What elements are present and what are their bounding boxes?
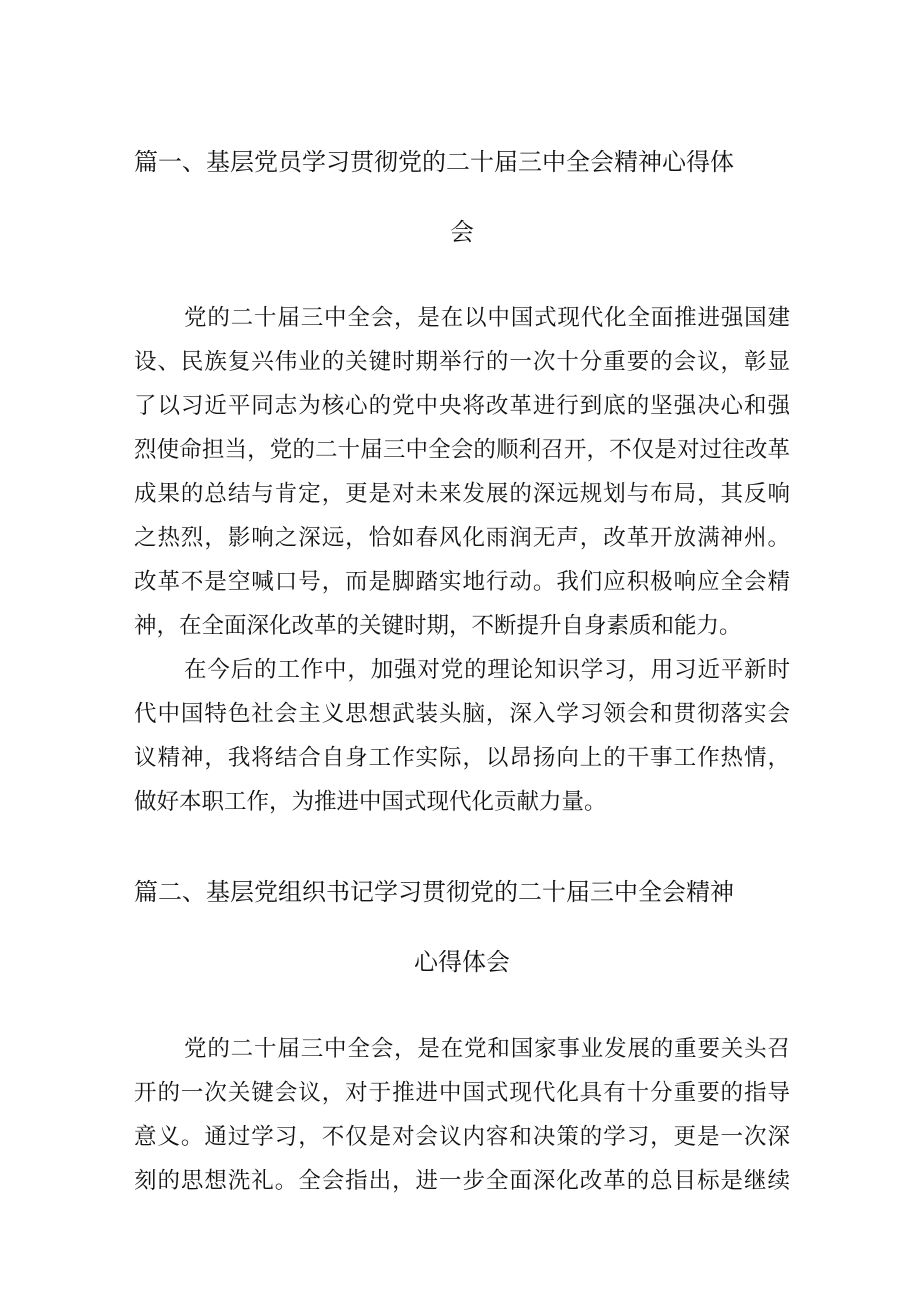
paragraph-line: 成果的总结与肯定，更是对未来发展的深远规划与布局，其反响 <box>134 481 790 507</box>
section1-title <box>134 127 790 267</box>
paragraph-line: 了以习近平同志为核心的党中央将改革进行到底的坚强决心和强 <box>134 393 790 419</box>
section2-title-line1: 篇二、基层党组织书记学习贯彻党的二十届三中全会精神 <box>134 878 734 906</box>
paragraph-line: 改革不是空喊口号，而是脚踏实地行动。我们应积极响应全会精 <box>134 569 790 595</box>
paragraph-line: 烈使命担当，党的二十届三中全会的顺利召开，不仅是对过往改革 <box>134 437 790 463</box>
paragraph-line: 意义。通过学习，不仅是对会议内容和决策的学习，更是一次深 <box>134 1124 790 1150</box>
paragraph-line: 党的二十届三中全会，是在党和国家事业发展的重要关头召 <box>184 1036 790 1062</box>
paragraph-line: 党的二十届三中全会，是在以中国式现代化全面推进强国建 <box>184 305 790 331</box>
paragraph-line: 设、民族复兴伟业的关键时期举行的一次十分重要的会议，彰显 <box>134 349 790 375</box>
paragraph-line: 刻的思想洗礼。全会指出，进一步全面深化改革的总目标是继续 <box>134 1168 790 1194</box>
paragraph-line: 之热烈，影响之深远，恰如春风化雨润无声，改革开放满神州。 <box>134 525 790 551</box>
section2-title-line2: 心得体会 <box>414 948 510 976</box>
paragraph-line: 做好本职工作，为推进中国式现代化贡献力量。 <box>134 789 607 815</box>
section1-title-line1: 篇一、基层党员学习贯彻党的二十届三中全会精神心得体 <box>134 148 734 176</box>
section1-title-line2: 会 <box>450 218 474 246</box>
paragraph-line: 神，在全面深化改革的关键时期，不断提升自身素质和能力。 <box>134 613 742 639</box>
section2-title <box>134 857 790 997</box>
paragraph-line: 开的一次关键会议，对于推进中国式现代化具有十分重要的指导 <box>134 1080 790 1106</box>
paragraph-line: 议精神，我将结合自身工作实际，以昂扬向上的干事工作热情， <box>134 745 790 771</box>
paragraph-line: 在今后的工作中，加强对党的理论知识学习，用习近平新时 <box>184 657 790 683</box>
paragraph-line: 代中国特色社会主义思想武装头脑，深入学习领会和贯彻落实会 <box>134 701 790 727</box>
